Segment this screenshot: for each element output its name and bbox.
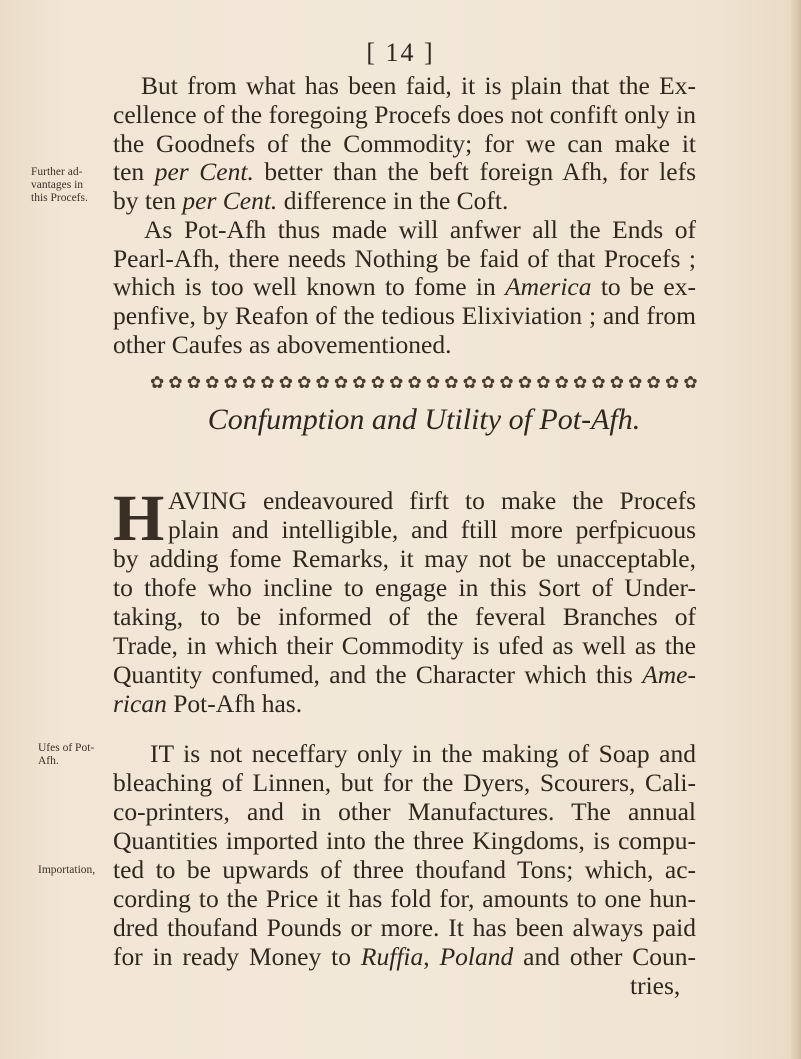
text: ten	[113, 157, 155, 186]
text: which is too well known to fome in	[113, 272, 506, 301]
text: by ten	[113, 186, 183, 215]
text: difference in the Coft.	[277, 186, 509, 215]
flower-ornament-icon: ✿	[683, 373, 698, 392]
p1-line-5	[113, 188, 508, 214]
flower-ornament-icon: ✿	[444, 373, 459, 392]
margin-line: Further ad-	[31, 166, 83, 178]
flower-ornament-icon: ✿	[205, 373, 220, 392]
flower-ornament-icon: ✿	[241, 373, 257, 392]
flower-ornament-icon: ✿	[352, 373, 367, 392]
ornamental-divider	[150, 370, 698, 396]
margin-note-uses	[38, 742, 94, 768]
margin-note-importation: Importation,	[38, 864, 96, 876]
flower-ornament-icon: ✿	[150, 373, 165, 392]
flower-ornament-icon: ✿	[462, 373, 477, 392]
p2-line-2: Pearl-Afh, there needs Nothing be faid of that Procefs ;	[113, 244, 696, 273]
p1-line-4	[113, 159, 696, 185]
italic-text: per Cent.	[154, 157, 254, 186]
p3-line-6: Trade, in which their Commodity is ufed as well as the	[113, 631, 696, 660]
flower-ornament-icon: ✿	[407, 373, 422, 392]
p4-line-3: co-printers, and in other Manufactures. The annual	[113, 797, 696, 826]
text: to be ex-	[591, 272, 696, 301]
p4-line-4: Quantities imported into the three Kingdoms, is compu-	[113, 826, 696, 855]
page-number: [ 14 ]	[366, 38, 435, 67]
p2-line-4: penfive, by Reafon of the tedious Elixiviation ; and from	[113, 301, 696, 330]
section-heading: Confumption and Utility of Pot-Afh.	[207, 403, 641, 436]
p3-line-1: AVING endeavoured firft to make the Procefs	[168, 486, 696, 515]
flower-ornament-icon: ✿	[186, 373, 202, 392]
flower-ornament-icon: ✿	[664, 373, 680, 392]
p1-line-3: the Goodnefs of the Commodity; for we can make it	[113, 129, 696, 158]
margin-line: Afh.	[38, 755, 59, 767]
flower-ornament-icon: ✿	[425, 373, 441, 392]
p1-line-2: cellence of the foregoing Procefs does not confift only in	[113, 100, 696, 129]
flower-ornament-icon: ✿	[168, 373, 183, 392]
text: Pot-Afh has.	[166, 689, 303, 718]
flower-ornament-icon: ✿	[646, 373, 661, 392]
text: and other Coun-	[513, 942, 696, 971]
p4-line-9: tries,	[630, 971, 681, 1000]
flower-ornament-icon: ✿	[536, 373, 551, 392]
margin-note-further-advantages	[31, 166, 88, 205]
flower-ornament-icon: ✿	[333, 373, 349, 392]
drop-cap: H	[113, 482, 165, 555]
flower-ornament-icon: ✿	[591, 373, 606, 392]
text: for in ready Money to	[113, 942, 361, 971]
margin-line: Ufes of Pot-	[38, 742, 95, 754]
flower-ornament-icon: ✿	[517, 373, 533, 392]
flower-ornament-icon: ✿	[389, 373, 404, 392]
p4-line-8	[113, 944, 696, 970]
flower-ornament-icon: ✿	[572, 373, 588, 392]
italic-text: Poland	[439, 942, 514, 971]
p3-line-7	[113, 662, 696, 688]
p4-line-6: cording to the Price it has fold for, amounts to one hun-	[113, 884, 696, 913]
text: ,	[423, 942, 440, 971]
flower-ornament-icon: ✿	[628, 373, 643, 392]
margin-line: this Procefs.	[31, 192, 88, 204]
flower-ornament-icon: ✿	[297, 373, 312, 392]
p3-line-5: taking, to be informed of the feveral Branches of	[113, 602, 696, 631]
p3-line-3: by adding fome Remarks, it may not be unacceptable,	[113, 544, 696, 573]
p1-line-1: But from what has been faid, it is plain that the Ex-	[141, 71, 696, 100]
p2-line-3	[113, 274, 696, 300]
italic-text: America	[505, 272, 592, 301]
p2-line-1: As Pot-Afh thus made will anfwer all the Ends of	[144, 215, 696, 244]
italic-text: rican	[113, 689, 167, 718]
flower-ornament-icon: ✿	[609, 373, 625, 392]
margin-line: vantages in	[31, 179, 84, 191]
flower-ornament-icon: ✿	[370, 373, 385, 392]
italic-text: Ruffia	[360, 942, 424, 971]
p2-line-5: other Caufes as abovementioned.	[113, 330, 452, 359]
text: better than the beft foreign Afh, for lefs	[253, 157, 697, 186]
flower-ornament-icon: ✿	[260, 373, 275, 392]
page-edge	[791, 0, 801, 1059]
flower-ornament-icon: ✿	[278, 373, 293, 392]
italic-text: per Cent.	[182, 186, 278, 215]
p3-line-8	[113, 691, 302, 717]
flower-ornament-icon: ✿	[499, 373, 514, 392]
p3-line-2: plain and intelligible, and ftill more perfpicuous	[168, 515, 696, 544]
flower-ornament-icon: ✿	[481, 373, 496, 392]
italic-text: Ame-	[642, 660, 696, 689]
p3-line-4: to thofe who incline to engage in this Sort of Under-	[113, 573, 696, 602]
flower-ornament-icon: ✿	[223, 373, 238, 392]
p4-line-2: bleaching of Linnen, but for the Dyers, Scourers, Cali-	[113, 768, 696, 797]
flower-ornament-icon: ✿	[315, 373, 330, 392]
p4-line-7: dred thoufand Pounds or more. It has been always paid	[113, 913, 696, 942]
p4-line-1: IT is not neceffary only in the making of Soap and	[150, 739, 696, 768]
text: Quantity confumed, and the Character which this	[113, 660, 643, 689]
flower-ornament-icon: ✿	[554, 373, 569, 392]
p4-line-5: ted to be upwards of three thoufand Tons; which, ac-	[113, 855, 696, 884]
